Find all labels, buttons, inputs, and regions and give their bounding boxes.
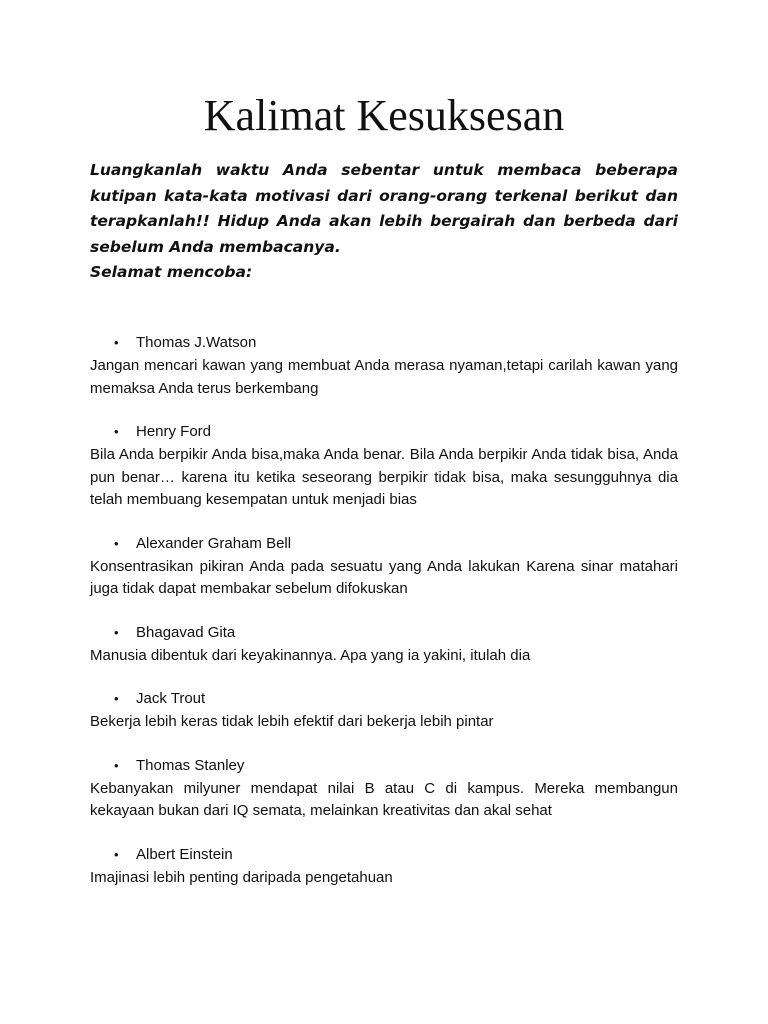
quote-author: Jack Trout: [136, 690, 206, 707]
bullet-icon: •: [114, 535, 119, 551]
quote-author: Alexander Graham Bell: [136, 534, 292, 552]
quote-text: Konsentrasikan pikiran Anda pada sesuatu yang Anda lakukan Karena sinar matahari juga tidak dapat membakar sebelum difokuskan: [90, 557, 678, 597]
bullet-icon: •: [114, 846, 119, 862]
bullet-icon: •: [114, 691, 119, 706]
quote-text: Kebanyakan milyuner mendapat nilai B atau C di kampus. Mereka membangun kekayaan bukan dari IQ semata, melainkan kreativitas dan akal sehat: [90, 779, 678, 819]
intro-paragraph: Luangkanlah waktu Anda sebentar untuk membaca beberapa kutipan kata-kata motivasi dari orang-orang terkenal berikut dan terapkanlah!! Hidup Anda akan lebih bergairah dan berbeda dari sebelum Anda membacanya.: [90, 161, 678, 256]
quote-author-line: [90, 843, 678, 867]
quote-author-line: [90, 687, 678, 711]
quote-item: [90, 532, 678, 601]
quote-author: Henry Ford: [136, 423, 212, 440]
quote-text: Imajinasi lebih penting daripada pengetahuan: [90, 868, 393, 886]
quote-author: Thomas J.Watson: [136, 334, 257, 351]
quote-list: [90, 331, 678, 909]
bullet-icon: •: [114, 757, 119, 773]
quote-item: [90, 843, 678, 890]
page-title: Kalimat Kesuksesan: [203, 91, 565, 140]
quote-text: Manusia dibentuk dari keyakinannya. Apa yang ia yakini, itulah dia: [90, 646, 531, 664]
quote-text: Jangan mencari kawan yang membuat Anda merasa nyaman,tetapi carilah kawan yang memaksa Anda terus berkembang: [90, 357, 678, 397]
bullet-icon: •: [114, 424, 119, 439]
quote-text: Bekerja lebih keras tidak lebih efektif dari bekerja lebih pintar: [90, 713, 494, 730]
bullet-icon: •: [114, 335, 119, 350]
quote-text: Bila Anda berpikir Anda bisa,maka Anda benar. Bila Anda berpikir Anda tidak bisa, Anda pun benar… karena itu ketika seseorang berpikir tidak bisa, maka sesungguhnya dia telah membuang kesempatan untuk menjadi bias: [90, 446, 678, 508]
intro-closing: Selamat mencoba:: [90, 263, 253, 281]
quote-item: [90, 331, 678, 400]
quote-author-line: [90, 532, 678, 556]
quote-item: [90, 687, 678, 734]
quote-author-line: [90, 331, 678, 355]
intro-section: [90, 158, 678, 286]
quote-author: Thomas Stanley: [136, 756, 245, 774]
quote-item: [90, 420, 678, 512]
quote-item: [90, 754, 678, 823]
quote-author-line: [90, 621, 678, 645]
bullet-icon: •: [114, 624, 119, 640]
quote-author: Albert Einstein: [136, 845, 233, 863]
quote-author: Bhagavad Gita: [136, 623, 236, 641]
quote-author-line: [90, 754, 678, 778]
quote-author-line: [90, 420, 678, 444]
quote-item: [90, 621, 678, 668]
